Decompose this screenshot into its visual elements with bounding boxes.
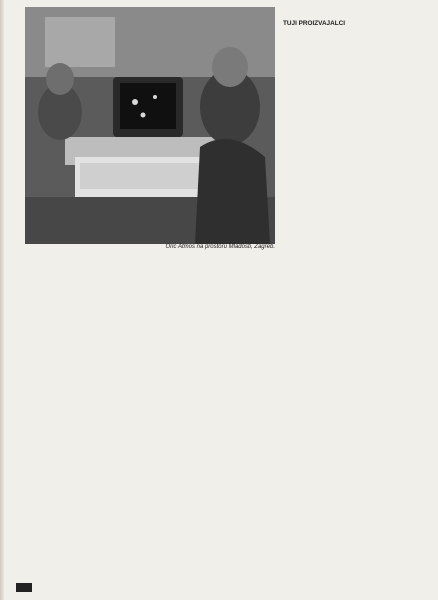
article-column-left [25,255,175,585]
photo-image [25,7,275,244]
section-subheading: TUJI PROIZVAJALCI [283,20,346,27]
article-column-middle [183,255,273,585]
section-badge [16,583,32,592]
photo-caption: Oric Atmos na prostoru Mladosti, Zagreb. [165,244,275,250]
photo [25,7,275,244]
page-edge-shadow [0,0,4,600]
article-column-right [283,17,428,585]
